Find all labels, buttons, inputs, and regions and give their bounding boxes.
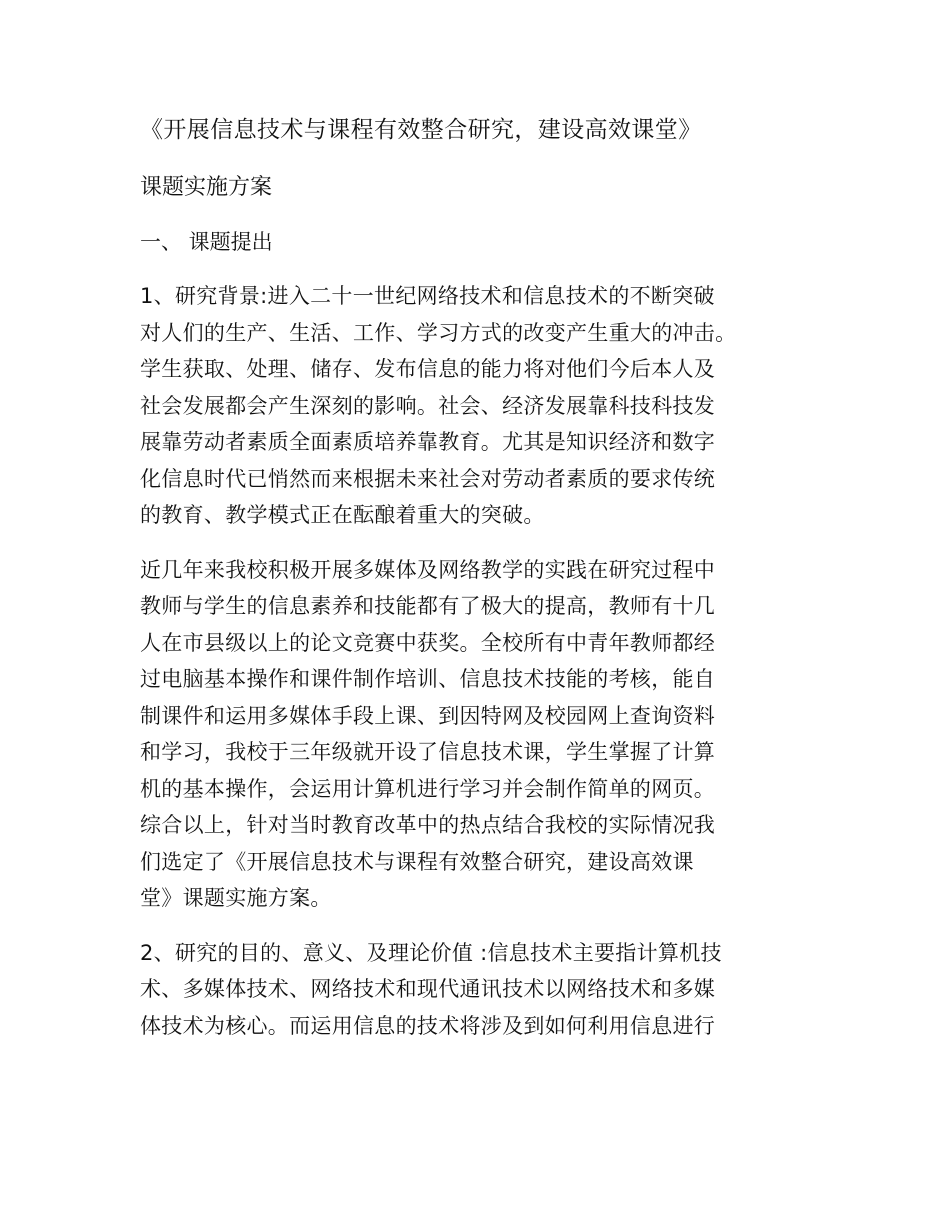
paragraph-line: 教师与学生的信息素养和技能都有了极大的提高，教师有十几 [140,594,716,618]
section-heading: 一、 课题提出 [140,230,273,254]
paragraph-line: 术、多媒体技术、网络技术和现代通讯技术以网络技术和多媒 [140,977,716,1001]
paragraph-line: 近几年来我校积极开展多媒体及网络教学的实践在研究过程中 [140,557,716,582]
paragraph-purpose [140,935,820,1045]
paragraph-line: 化信息时代已悄然而来根据未来社会对劳动者素质的要求传统 [140,466,716,491]
paragraph-line: 的教育、教学模式正在酝酿着重大的突破。 [140,503,545,527]
paragraph-line: 2、研究的目的、意义、及理论价值 :信息技术主要指计算机技 [140,940,722,965]
paragraph-line: 人在市县级以上的论文竞赛中获奖。全校所有中青年教师都经 [140,630,716,655]
document-subtitle: 课题实施方案 [140,175,273,200]
paragraph-school-practice [140,552,820,917]
paragraph-line: 1、研究背景:进入二十一世纪网络技术和信息技术的不断突破 [140,284,715,308]
paragraph-line: 制课件和运用多媒体手段上课、到因特网及校园网上查询资料 [140,703,716,728]
paragraph-line: 堂》课题实施方案。 [140,886,332,910]
paragraph-background [140,278,820,534]
paragraph-line: 学生获取、处理、储存、发布信息的能力将对他们今后本人及 [140,357,716,381]
paragraph-line: 和学习，我校于三年级就开设了信息技术课，学生掌握了计算 [140,740,716,764]
paragraph-line: 机的基本操作，会运用计算机进行学习并会制作简单的网页。 [140,776,716,801]
paragraph-line: 社会发展都会产生深刻的影响。社会、经济发展靠科技科技发 [140,393,716,418]
paragraph-line: 体技术为核心。而运用信息的技术将涉及到如何利用信息进行 [140,1013,716,1038]
paragraph-line: 对人们的生产、生活、工作、学习方式的改变产生重大的冲击。 [140,320,737,345]
document-body [140,112,820,1062]
document-title: 《开展信息技术与课程有效整合研究，建设高效课堂》 [140,117,702,143]
paragraph-line: 们选定了《开展信息技术与课程有效整合研究，建设高效课 [140,849,694,874]
paragraph-line: 综合以上，针对当时教育改革中的热点结合我校的实际情况我 [140,813,716,837]
paragraph-line: 展靠劳动者素质全面素质培养靠教育。尤其是知识经济和数字 [140,430,716,454]
paragraph-line: 过电脑基本操作和课件制作培训、信息技术技能的考核，能自 [140,667,716,691]
